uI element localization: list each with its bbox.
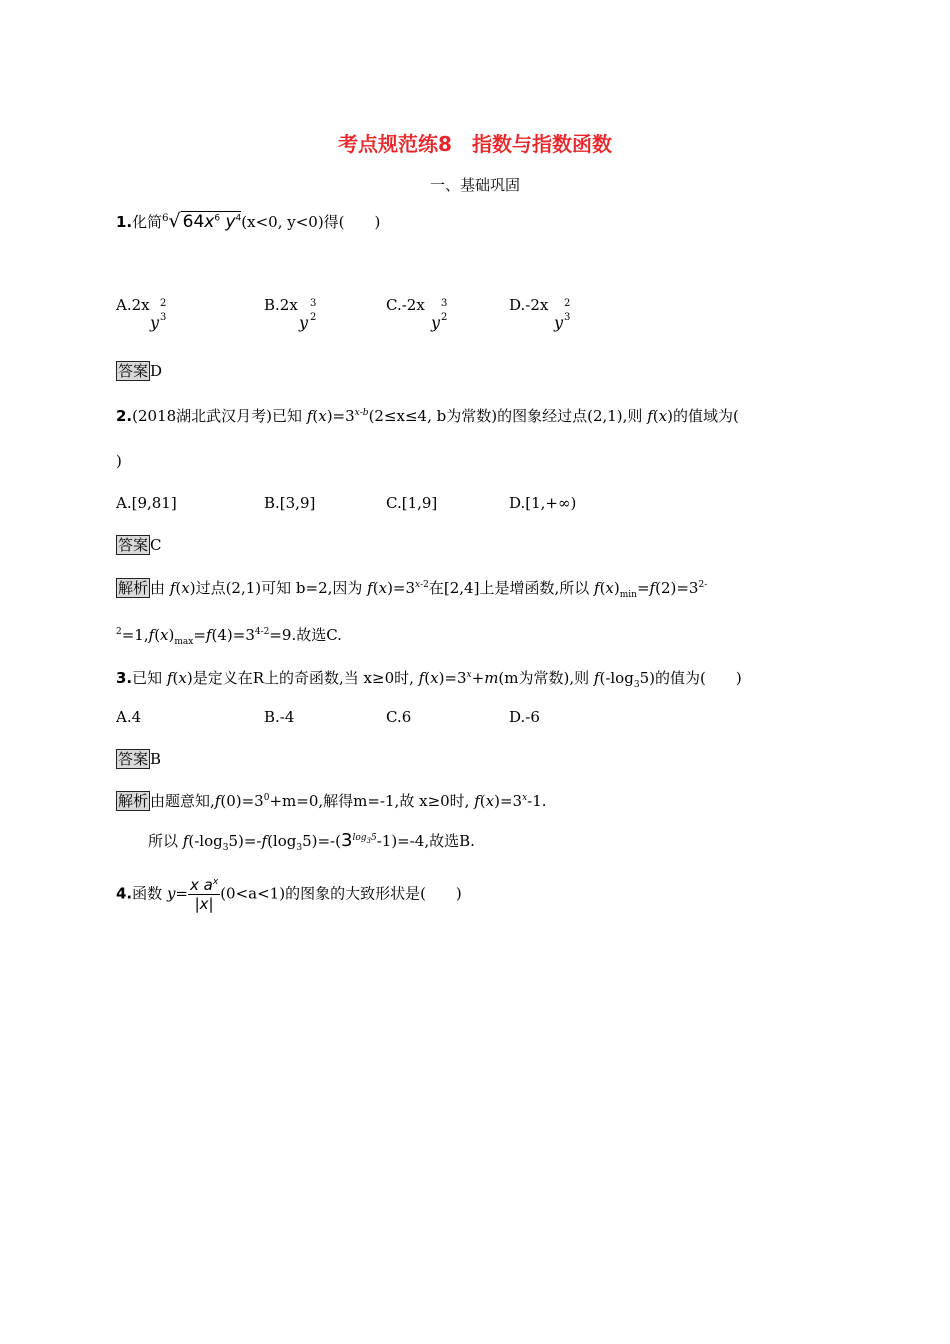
answer-value: B [150, 750, 162, 768]
option-c-exp-den: 2 [441, 312, 448, 323]
answer-line-3 [116, 749, 161, 769]
answer-line-2 [116, 535, 162, 555]
option-c: C.[1,9] [386, 494, 438, 512]
option-d-y: y [554, 313, 564, 332]
question-text: 化简 [132, 213, 163, 231]
fraction: $\frac{x a^x}{|x|}$ [190, 876, 219, 913]
answer-value: C [150, 536, 162, 554]
option-d: D.-2x [509, 296, 549, 314]
option-b-exp-num: 3 [310, 298, 317, 309]
radical-sign: √ [168, 210, 181, 232]
option-a: A.[9,81] [116, 494, 177, 512]
question-condition: (x<0, y<0)得( ) [241, 213, 381, 231]
option-b: B.-4 [264, 708, 295, 726]
option-d-exp-num: 2 [564, 298, 571, 309]
question-number: 3. [116, 669, 133, 687]
answer-value: D [150, 362, 163, 380]
question-number: 4. [116, 884, 133, 903]
option-a: A.2x [116, 296, 150, 314]
question-number: 1. [116, 213, 133, 231]
option-a-exp-num: 2 [160, 298, 167, 309]
option-c-exp-num: 3 [441, 298, 448, 309]
answer-tag: 答案 [118, 362, 149, 380]
analysis-line-2a: 解析 由 f(x)过点(2,1)可知 b=2,因为 $f(x)=3^{x-2}$在[2,4]上是增函数,所以 $f(x)_{min}=f(2)=3^{2-}$ [118, 579, 708, 600]
option-a: A.4 [116, 708, 142, 726]
analysis-line-2b: $^2=1,f(x)_{max}=f(4)=3^{4-2}=9$.故选C. [116, 626, 342, 647]
question-2-cont: ) [116, 452, 122, 470]
question-number: 2. [116, 407, 133, 425]
analysis-tag: 解析 [118, 579, 149, 597]
root-index: 6 [162, 213, 169, 224]
question-3: 3.已知 f(x)是定义在R上的奇函数,当 x≥0时, $f(x)=3^x+m(m$为常数),则 $f(-\log_35)$的值为( ) [116, 669, 742, 690]
option-b-y: y [299, 313, 309, 332]
analysis-line-3b: 所以 $f(-\log_35)=-f(\log_35)=-(3^{log_35}-1)=-4$,故选B. [148, 830, 475, 853]
option-d: D.-6 [509, 708, 540, 726]
option-a-y: y [150, 313, 160, 332]
option-a-exp-den: 3 [160, 312, 167, 323]
page-title: 考点规范练8 指数与指数函数 [338, 132, 612, 156]
section-heading: 一、基础巩固 [429, 176, 520, 194]
option-b: B.[3,9] [264, 494, 316, 512]
question-1 [116, 210, 380, 232]
question-2: 2.(2018湖北武汉月考)已知 $f(x)=3^{x-b}(2\le x\le 4$, b为常数)的图象经过点(2,1),则 f(x)的值域为( [116, 407, 739, 425]
option-d: D.[1,+∞) [509, 494, 577, 512]
answer-line-1 [116, 361, 162, 381]
question-4: 4.函数 y= $\frac{x a^x}{|x|}$ (0<a<1)的图象的大致形状是( ) [116, 876, 462, 913]
option-c-y: y [431, 313, 441, 332]
analysis-line-3a: 解析 由题意知$,f(0)=3^0+m=0$,解得m=-1,故 x≥0时, $f(x)=3^x-1$. [118, 792, 547, 810]
radicand: $64x^6$ $y^4$ [182, 212, 242, 232]
answer-tag: 答案 [118, 750, 149, 768]
option-b-exp-den: 2 [310, 312, 317, 323]
option-b: B.2x [264, 296, 298, 314]
answer-tag: 答案 [118, 536, 149, 554]
option-c: C.-2x [386, 296, 425, 314]
option-d-exp-den: 3 [564, 312, 571, 323]
analysis-tag: 解析 [118, 792, 149, 810]
option-c: C.6 [386, 708, 412, 726]
